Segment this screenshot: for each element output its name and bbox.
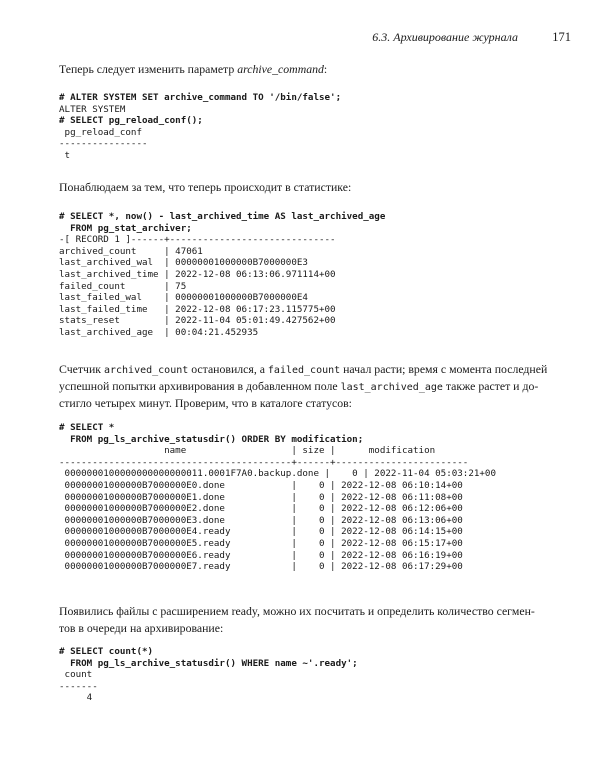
sql-output: -[ RECORD 1 ]------+------------------------------ archived_count | 47061 last_archived_wal | 00000001000000B7000000E3 last_archived_time | 2022-12-08 06:13:06.971114+00 failed_count | 75 last_failed_wal | 00000001000000B7000000E4 last_failed_time | 2022-12-08 06:17:23.115775+00 stats_reset | 2022-11-04 05:01:49.427562+00 last_archived_age | 00:04:21.452935 (59, 234, 336, 338)
inline-code: last_archived_age (340, 382, 443, 393)
page-number: 171 (552, 30, 571, 44)
text-span: тов в очереди на архивирование: (59, 621, 224, 635)
text-span: остановился, а (188, 362, 268, 376)
sql-command: # SELECT count(*) FROM pg_ls_archive_statusdir() WHERE name ~'.ready'; (59, 646, 358, 669)
paragraph-intro-end: : (323, 62, 328, 76)
sql-command: # SELECT pg_reload_conf(); (59, 115, 203, 127)
text-span: также растет и до- (442, 379, 539, 393)
paragraph-ready-line-2 (59, 620, 544, 637)
text-span: начал расти; время с момента последней (340, 362, 548, 376)
text-span: Появились файлы с расширением ready, можно их посчитать и определить количество сегмен- (59, 604, 535, 618)
paragraph-counter-line-2 (59, 378, 544, 396)
code-block-alter-system (59, 92, 341, 162)
paragraph-statistics (59, 179, 544, 196)
sql-output: ALTER SYSTEM (59, 103, 126, 115)
paragraph-counter-line-1 (59, 361, 548, 379)
code-block-statusdir (59, 422, 496, 573)
code-block-stat-archiver (59, 211, 385, 339)
sql-output: name | size | modification ------------------------------------------+------+------------------------ 0000000100000000000000011.0001F7A0.backup.done | 0 | 2022-11-04 05:03:21+00 00000001000000B7000000E0.done | 0 | 2022-12-08 06:10:14+00 00000001000000B7000000E1.done | 0 | 2022-12-08 06:11:08+00 00000001000000B7000000E2.done | 0 | 2022-12-08 06:12:06+00 00000001000000B7000000E3.done | 0 | 2022-12-08 06:13:06+00 00000001000000B7000000E4.ready | 0 | 2022-12-08 06:14:15+00 00000001000000B7000000E5.ready | 0 | 2022-12-08 06:15:17+00 00000001000000B7000000E6.ready | 0 | 2022-12-08 06:16:19+00 00000001000000B7000000E7.ready | 0 | 2022-12-08 06:17:29+00 (59, 445, 496, 573)
paragraph-statistics-text: Понаблюдаем за тем, что теперь происходит в статистике: (59, 180, 352, 194)
paragraph-intro (59, 61, 544, 78)
running-title: 6.3. Архивирование журнала (372, 30, 518, 44)
text-span: Счетчик (59, 362, 104, 376)
paragraph-ready-line-1 (59, 603, 544, 620)
sql-output: count ------- 4 (59, 669, 98, 704)
param-name: archive_command (237, 62, 324, 76)
sql-output: pg_reload_conf ---------------- t (59, 126, 148, 161)
text-span: успешной попытки архивирования в добавленном поле (59, 379, 341, 393)
paragraph-counter-line-3 (59, 395, 544, 412)
paragraph-intro-text: Теперь следует изменить параметр (59, 62, 238, 76)
sql-command: # SELECT *, now() - last_archived_time AS last_archived_age FROM pg_stat_archiver; (59, 211, 386, 234)
code-block-count (59, 646, 358, 704)
page-header (59, 30, 571, 46)
inline-code: archived_count (103, 365, 189, 376)
inline-code: failed_count (267, 365, 341, 376)
sql-command: # ALTER SYSTEM SET archive_command TO '/bin/false'; (59, 92, 342, 103)
sql-command: # SELECT * FROM pg_ls_archive_statusdir() ORDER BY modification; (59, 422, 364, 445)
text-span: стигло четырех минут. Проверим, что в каталоге статусов: (59, 396, 352, 410)
